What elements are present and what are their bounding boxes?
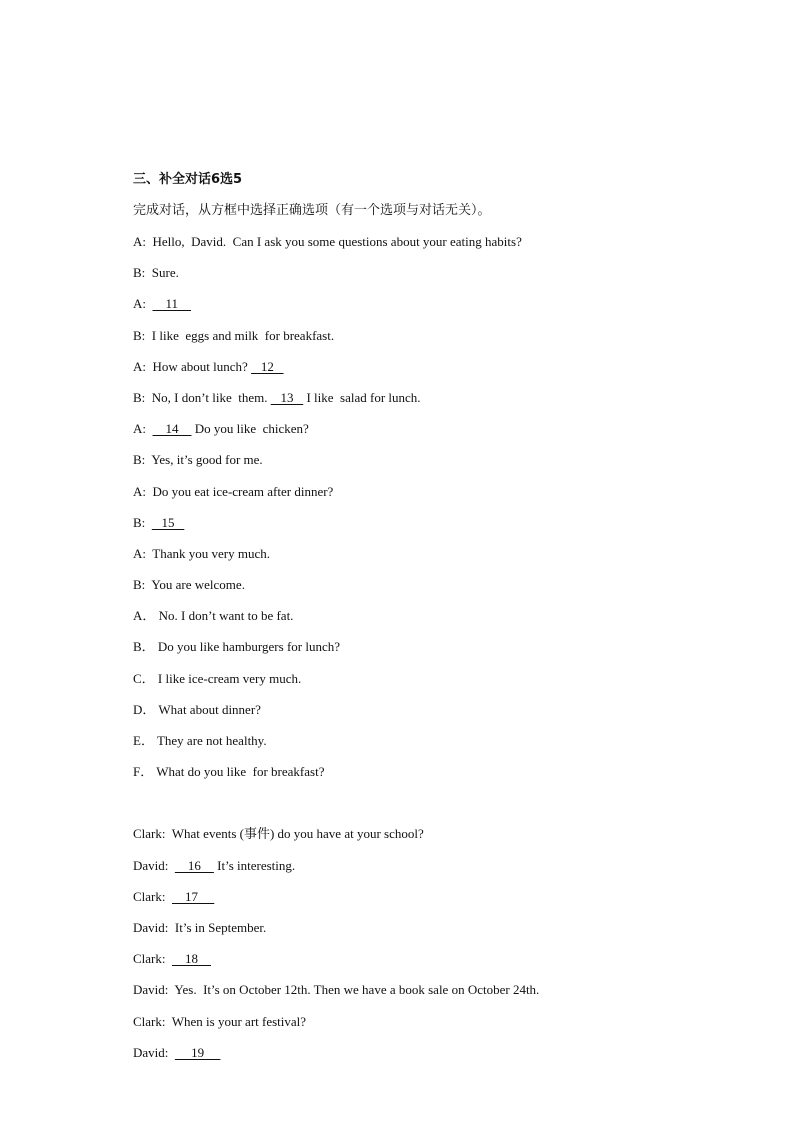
speaker-label: A:	[133, 483, 153, 499]
answer-blank[interactable]: 13	[270, 389, 304, 405]
speaker-label: B:	[133, 452, 152, 468]
speaker-label: David:	[133, 982, 175, 998]
speaker-label: David:	[133, 857, 175, 873]
answer-blank[interactable]: 19	[174, 1044, 221, 1060]
speaker-label: B:	[133, 327, 152, 343]
option-item	[133, 729, 753, 753]
option-letter: E．	[133, 733, 157, 748]
dialogue-text: I like salad for lunch.	[303, 389, 421, 405]
speaker-label: A:	[133, 545, 153, 561]
dialogue-line	[133, 854, 753, 878]
dialogue-text: It’s in September.	[174, 919, 267, 935]
dialogue-text: I like eggs and milk for breakfast.	[151, 327, 335, 343]
answer-blank[interactable]: 17	[172, 888, 215, 904]
speaker-label: B:	[133, 577, 152, 593]
speaker-label: David:	[133, 1044, 175, 1060]
dialogue-line	[133, 230, 753, 254]
option-letter: C．	[133, 670, 158, 686]
section-heading: 三、补全对话6选5	[133, 172, 243, 187]
answer-options	[133, 604, 753, 784]
answer-blank[interactable]: 15	[151, 514, 185, 530]
section-spacer	[133, 791, 753, 822]
answer-blank[interactable]: 16	[174, 857, 214, 873]
option-text: I like ice-cream very much.	[157, 670, 302, 686]
speaker-label: A:	[133, 296, 153, 312]
dialogue-text: How about lunch?	[152, 358, 252, 374]
dialogue-text: Do you like chicken?	[191, 421, 309, 437]
speaker-label: B:	[133, 514, 152, 530]
dialogue-text: When is your art festival?	[171, 1013, 307, 1029]
dialogue-text: Yes, it’s good for me.	[151, 452, 263, 468]
dialogue-line	[133, 1041, 753, 1065]
speaker-label: Clark:	[133, 826, 172, 842]
option-letter: D．	[133, 701, 159, 717]
dialogue-line	[133, 885, 753, 909]
option-text: What about dinner?	[158, 701, 261, 717]
dialogue-text: You are welcome.	[151, 577, 245, 593]
speaker-label: Clark:	[133, 888, 172, 904]
dialogue-line	[133, 978, 753, 1002]
option-item	[133, 698, 753, 722]
dialogue-line	[133, 292, 753, 316]
dialogue-text: No, I don’t like them.	[151, 389, 271, 405]
dialogue-line	[133, 573, 753, 597]
option-letter: F．	[133, 764, 157, 780]
answer-blank[interactable]: 12	[251, 358, 284, 374]
speaker-label: David:	[133, 919, 175, 935]
dialogue-line	[133, 448, 753, 472]
dialogue-text: Do you eat ice-cream after dinner?	[152, 483, 334, 499]
option-item	[133, 635, 753, 659]
dialogue-line	[133, 822, 753, 846]
answer-blank[interactable]: 14	[152, 421, 192, 437]
dialogue-line	[133, 480, 753, 504]
answer-blank[interactable]: 11	[152, 296, 192, 312]
speaker-label: A:	[133, 234, 153, 249]
dialogue-line	[133, 1010, 753, 1034]
speaker-label: B:	[133, 389, 152, 405]
dialogue-text: Hello, David. Can I ask you some questions about your eating habits?	[152, 234, 522, 249]
option-text: What do you like for breakfast?	[156, 764, 325, 780]
speaker-label: Clark:	[133, 951, 172, 967]
section-instruction: 完成对话，从方框中选择正确选项（有一个选项与对话无关）。	[133, 203, 491, 218]
option-item	[133, 760, 753, 784]
option-item	[133, 667, 753, 691]
option-letter: B．	[133, 639, 158, 655]
worksheet-page	[133, 168, 753, 1072]
speaker-label: Clark:	[133, 1013, 172, 1029]
dialogue-text: It’s interesting.	[213, 857, 296, 873]
speaker-label: B:	[133, 265, 152, 281]
dialogue-text: What events (事件) do you have at your school?	[171, 826, 424, 842]
dialogue-text: Sure.	[151, 265, 179, 281]
dialogue-text: Thank you very much.	[152, 545, 270, 561]
dialogue-line	[133, 916, 753, 940]
dialogue-line	[133, 386, 753, 410]
dialogue-line	[133, 417, 753, 441]
speaker-label: A:	[133, 421, 153, 437]
answer-blank[interactable]: 18	[172, 951, 211, 967]
speaker-label: A:	[133, 358, 153, 374]
dialogue-line	[133, 324, 753, 348]
dialogue-line	[133, 355, 753, 379]
option-letter: A．	[133, 608, 159, 624]
dialogue-text: Yes. It’s on October 12th. Then we have a book sale on October 24th.	[174, 982, 540, 998]
dialogue-line	[133, 261, 753, 285]
option-item	[133, 604, 753, 628]
option-text: No. I don’t want to be fat.	[158, 608, 294, 624]
dialogue-line	[133, 511, 753, 535]
option-text: Do you like hamburgers for lunch?	[157, 639, 340, 655]
dialogue-line	[133, 542, 753, 566]
dialogue-1	[133, 230, 753, 597]
option-text: They are not healthy.	[156, 733, 267, 748]
dialogue-2	[133, 822, 753, 1064]
dialogue-line	[133, 947, 753, 971]
